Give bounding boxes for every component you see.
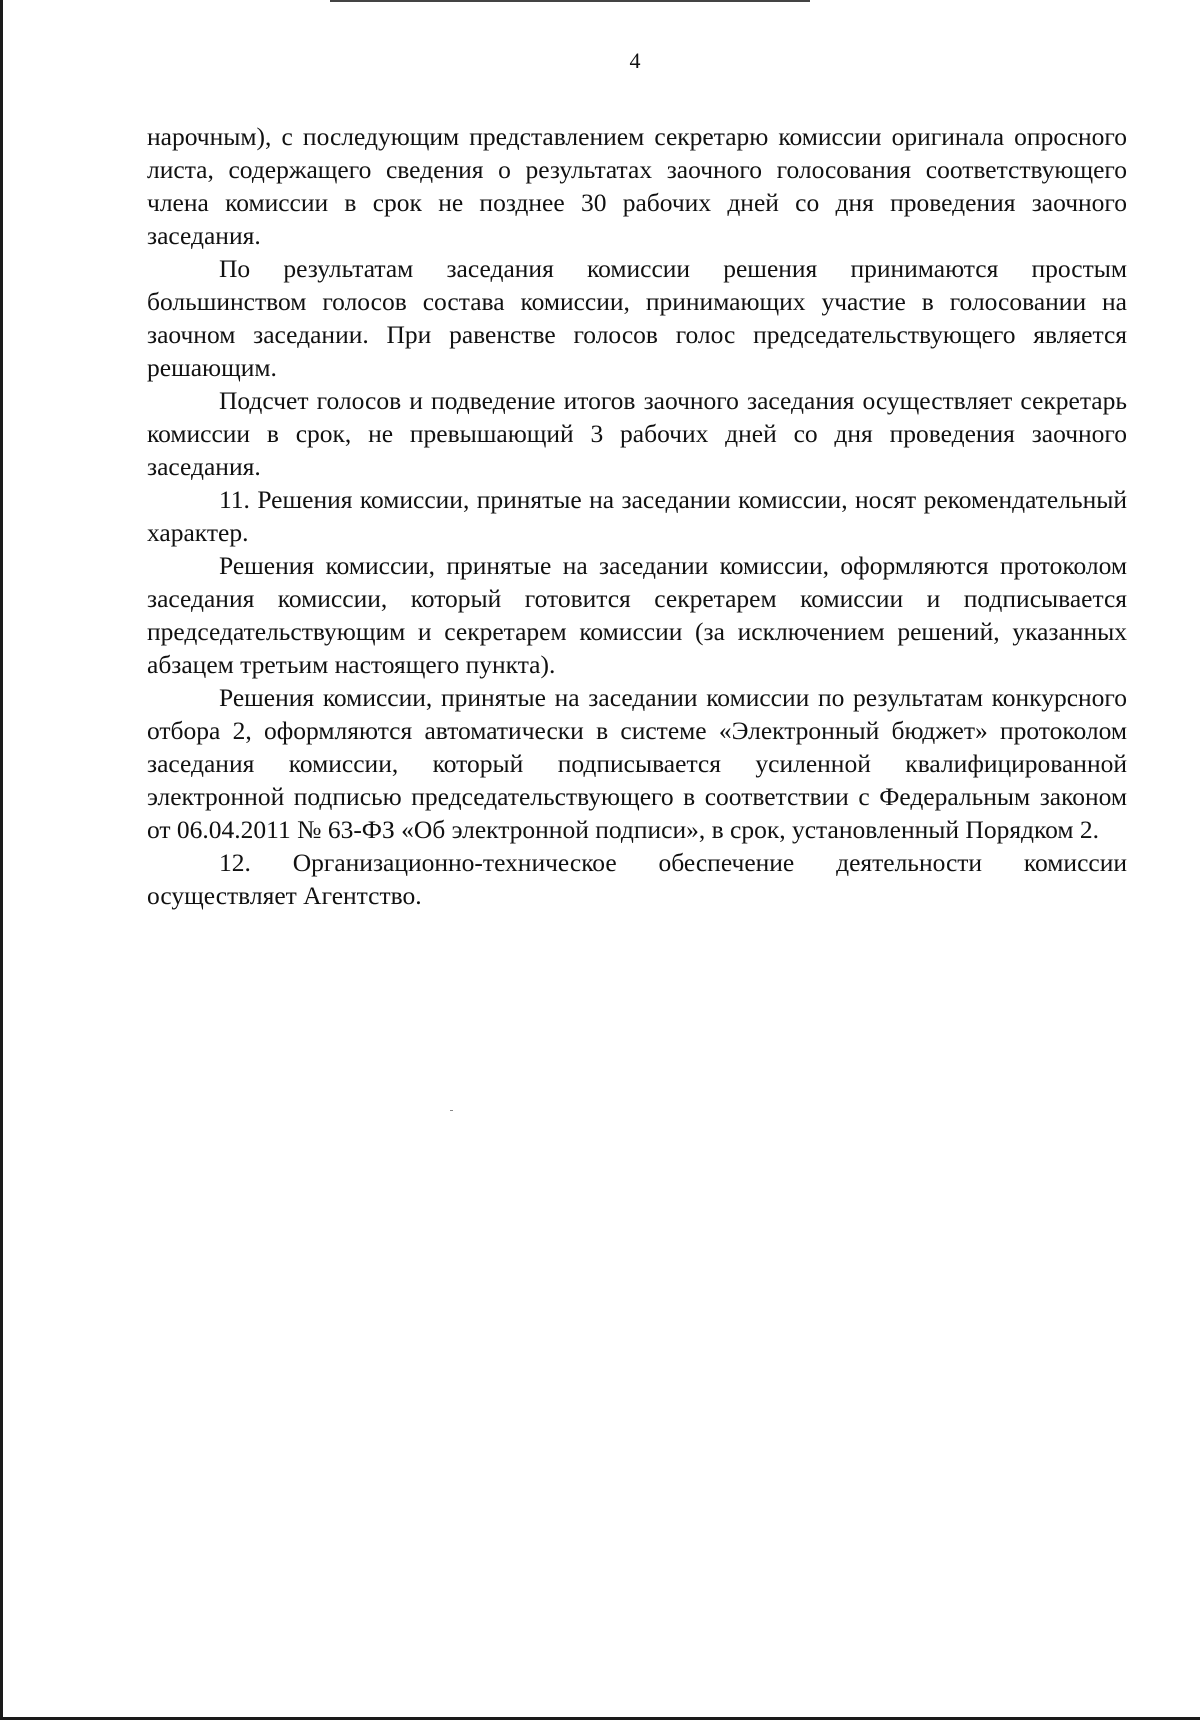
paragraph-item-12: 12. Организационно-техническое обеспечение деятельности комиссии осуществляет Агентство. (147, 848, 1127, 910)
scan-speck (450, 1110, 453, 1111)
scan-edge-left (0, 0, 3, 1720)
page-number: 4 (629, 48, 641, 73)
paragraph-item-11: 11. Решения комиссии, принятые на заседании комиссии, носят рекомендательный характер. (147, 485, 1127, 547)
paragraph-electronic-budget: Решения комиссии, принятые на заседании комиссии по результатам конкурсного отбора 2, оформляются автоматически в системе «Электронный бюджет» протоколом заседания комиссии, который подписывается усиленной квалифицированной электронной подписью председательствующего в соответствии с Федеральным законом от 06.04.2011 № 63-ФЗ «Об электронной подписи», в срок, установленный Порядком 2. (147, 683, 1127, 844)
paragraph-continuation: нарочным), с последующим представлением секретарю комиссии оригинала опросного листа, содержащего сведения о результатах заочного голосования соответствующего члена комиссии в срок не позднее 30 рабочих дней со дня проведения заочного заседания. (147, 122, 1127, 250)
document-body (147, 120, 1127, 912)
paragraph-protocol: Решения комиссии, принятые на заседании комиссии, оформляются протоколом заседания комиссии, который готовится секретарем комиссии и подписывается председательствующим и секретарем комиссии (за исключением решений, указанных абзацем третьим настоящего пункта). (147, 551, 1127, 679)
paragraph-vote-count: Подсчет голосов и подведение итогов заочного заседания осуществляет секретарь комиссии в срок, не превышающий 3 рабочих дней со дня проведения заочного заседания. (147, 386, 1127, 481)
scan-edge-top (330, 0, 810, 2)
paragraph-voting-results: По результатам заседания комиссии решения принимаются простым большинством голосов состава комиссии, принимающих участие в голосовании на заочном заседании. При равенстве голосов голос председательствующего является решающим. (147, 254, 1127, 382)
